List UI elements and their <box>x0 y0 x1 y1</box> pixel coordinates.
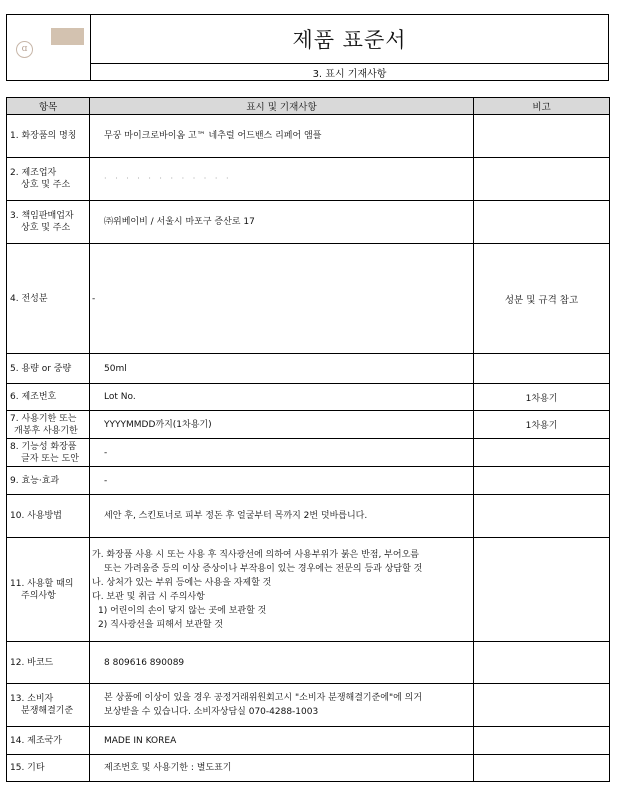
row-content <box>90 411 474 439</box>
table-row <box>7 642 610 684</box>
logo-color-swatch <box>51 28 84 45</box>
content-line: - <box>104 475 108 486</box>
row-content <box>90 727 474 755</box>
label-line: 13. 소비자 <box>10 694 54 704</box>
content-line: 50ml <box>104 363 127 374</box>
table-row <box>7 384 610 411</box>
row-note <box>474 158 610 201</box>
content-line: - <box>104 447 108 458</box>
row-note <box>474 755 610 782</box>
document-header <box>6 14 609 81</box>
label-line: 2. 제조업자 <box>10 168 57 178</box>
content-line: 8 809616 890089 <box>104 657 185 668</box>
row-content <box>90 495 474 538</box>
column-header-note: 비고 <box>474 98 610 115</box>
row-content <box>90 354 474 384</box>
content-line: 세안 후, 스킨토너로 피부 정돈 후 얼굴부터 목까지 2번 덧바릅니다. <box>104 511 368 521</box>
content-line: 제조번호 및 사용기한 : 별도표기 <box>104 763 232 773</box>
label-line: 10. 사용방법 <box>10 511 62 521</box>
label-line: 주의사항 <box>21 590 56 601</box>
row-note <box>474 538 610 642</box>
label-line: 1. 화장품의 명칭 <box>10 131 77 141</box>
row-label <box>7 727 90 755</box>
label-line: 14. 제조국가 <box>10 735 62 746</box>
row-label <box>7 115 90 158</box>
brand-logo-icon: ɑ <box>16 41 33 58</box>
content-line: YYYYMMDD까지(1차용기) <box>104 419 212 430</box>
labeling-table <box>6 97 610 782</box>
row-content <box>90 244 474 354</box>
row-content <box>90 384 474 411</box>
caution-line: 다. 보관 및 취급 시 주의사항 <box>92 591 205 602</box>
caution-line: 2) 직사광선을 피해서 보관할 것 <box>98 619 224 630</box>
row-content <box>90 158 474 201</box>
table-row <box>7 411 610 439</box>
logo-cell <box>7 15 91 80</box>
content-line: · · · · · · · · · · · · <box>104 174 232 183</box>
table-row <box>7 467 610 495</box>
row-label <box>7 495 90 538</box>
row-content <box>90 201 474 244</box>
label-line: 15. 기타 <box>10 763 45 773</box>
row-note <box>474 467 610 495</box>
row-content <box>90 642 474 684</box>
row-label <box>7 244 90 354</box>
label-line: 6. 제조번호 <box>10 392 57 402</box>
row-label <box>7 158 90 201</box>
column-header-item: 항목 <box>7 98 90 115</box>
label-line: 개봉후 사용기한 <box>14 425 78 436</box>
row-label <box>7 467 90 495</box>
row-content <box>90 538 474 642</box>
label-line: 9. 효능·효과 <box>10 475 60 486</box>
row-content <box>90 467 474 495</box>
row-content <box>90 755 474 782</box>
table-header-row <box>7 98 610 115</box>
row-label <box>7 538 90 642</box>
label-line: 상호 및 주소 <box>21 180 71 190</box>
row-label <box>7 384 90 411</box>
label-line: 4. 전성분 <box>10 293 48 304</box>
section-subtitle: 3. 표시 기재사항 <box>312 68 387 80</box>
table-row <box>7 538 610 642</box>
row-label <box>7 755 90 782</box>
table-row <box>7 755 610 782</box>
caution-line: 나. 상처가 있는 부위 등에는 사용을 자제할 것 <box>92 577 272 588</box>
label-line: 3. 책임판매업자 <box>10 211 74 221</box>
row-note <box>474 684 610 727</box>
caution-line: 가. 화장품 사용 시 또는 사용 후 직사광선에 의하여 사용부위가 붉은 반점, 부어오름 <box>92 549 419 560</box>
document-title: 제품 표준서 <box>91 15 608 64</box>
label-line: 7. 사용기한 또는 <box>10 413 77 424</box>
label-line: 분쟁해결기준 <box>21 706 74 716</box>
row-note <box>474 727 610 755</box>
row-note <box>474 439 610 467</box>
caution-line: 1) 어린이의 손이 닿지 않는 곳에 보관할 것 <box>98 605 267 616</box>
label-line: 5. 용량 or 중량 <box>10 363 72 374</box>
content-line: 보상받을 수 있습니다. 소비자상담실 070-4288-1003 <box>104 707 319 717</box>
row-content <box>90 684 474 727</box>
table-row <box>7 244 610 354</box>
content-line: - <box>92 293 96 304</box>
row-label <box>7 411 90 439</box>
table-row <box>7 684 610 727</box>
label-line: 12. 바코드 <box>10 657 54 668</box>
label-line: 8. 기능성 화장품 <box>10 441 77 452</box>
column-header-content: 표시 및 기재사항 <box>90 98 474 115</box>
row-label <box>7 201 90 244</box>
table-row <box>7 201 610 244</box>
content-line: Lot No. <box>104 392 136 402</box>
row-note: 1차용기 <box>474 411 610 439</box>
row-note <box>474 642 610 684</box>
label-line: 상호 및 주소 <box>21 223 71 233</box>
label-line: 글자 또는 도안 <box>21 453 79 464</box>
row-label <box>7 642 90 684</box>
table-row <box>7 727 610 755</box>
content-line: 본 상품에 이상이 있을 경우 공정거래위원회고시 "소비자 분쟁해결기준에"에 의거 <box>104 693 423 703</box>
content-line: ㈜위베이비 / 서울시 마포구 증산로 17 <box>104 217 255 227</box>
table-row <box>7 158 610 201</box>
row-note <box>474 354 610 384</box>
table-row <box>7 439 610 467</box>
row-label <box>7 684 90 727</box>
table-row <box>7 354 610 384</box>
row-note <box>474 495 610 538</box>
table-row <box>7 115 610 158</box>
content-line: MADE IN KOREA <box>104 735 177 746</box>
caution-line: 또는 가려움증 등의 이상 증상이나 부작용이 있는 경우에는 전문의 등과 상담할 것 <box>104 563 423 574</box>
row-note <box>474 115 610 158</box>
row-note: 1차용기 <box>474 384 610 411</box>
row-content <box>90 115 474 158</box>
table-row <box>7 495 610 538</box>
row-note <box>474 201 610 244</box>
row-label <box>7 354 90 384</box>
label-line: 11. 사용할 때의 <box>10 578 74 589</box>
row-content <box>90 439 474 467</box>
content-line: 무꿍 마이크로바이옴 고™ 네추럴 어드밴스 리페어 앰플 <box>104 131 322 141</box>
row-note: 성분 및 규격 참고 <box>474 244 610 354</box>
row-label <box>7 439 90 467</box>
